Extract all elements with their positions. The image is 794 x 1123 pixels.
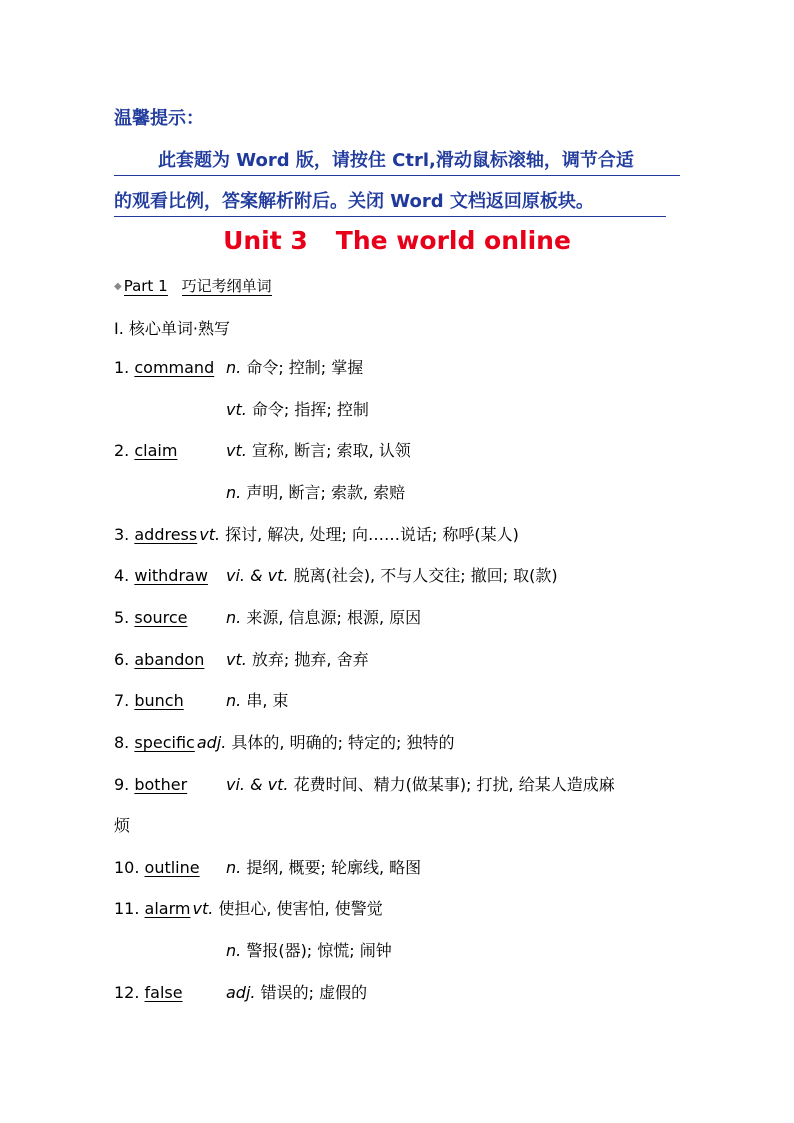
part-of-speech: n. xyxy=(226,358,242,377)
entry-number: 2. xyxy=(114,441,135,461)
entry-definition xyxy=(226,398,369,422)
part-of-speech: adj. xyxy=(196,732,227,752)
unit-title xyxy=(0,226,794,255)
part-of-speech: vt. xyxy=(192,899,214,919)
part-of-speech: n. xyxy=(226,857,242,877)
list-item xyxy=(114,606,422,630)
entry-definition xyxy=(226,356,363,380)
entry-number: 12. xyxy=(114,982,145,1002)
definition-text: 命令; 控制; 掌握 xyxy=(241,358,364,377)
entry-word: source xyxy=(134,607,188,627)
part-of-speech: vt. xyxy=(226,649,247,669)
entry-number: 8. xyxy=(114,732,135,752)
entry-number: 6. xyxy=(114,649,135,669)
entry-word: outline xyxy=(144,857,200,877)
entry-definition xyxy=(226,648,369,672)
definition-text: 具体的, 明确的; 特定的; 独特的 xyxy=(226,732,455,752)
section-heading: Ⅰ. 核心单词·熟写 xyxy=(114,319,230,338)
entry-definition xyxy=(226,981,367,1005)
entry-word: specific xyxy=(134,732,195,752)
entry-word: false xyxy=(144,982,183,1002)
part-of-speech: adj. xyxy=(226,982,256,1002)
tip-title: 温馨提示： xyxy=(114,108,204,129)
part-of-speech: n. xyxy=(226,482,242,502)
definition-text: 放弃; 抛弃, 舍弃 xyxy=(246,649,369,669)
entry-word: withdraw xyxy=(134,566,208,586)
definition-text: 命令; 指挥; 控制 xyxy=(246,399,369,419)
entry-definition xyxy=(226,856,421,880)
entry-definition xyxy=(226,773,615,797)
entry-word: bother xyxy=(134,774,188,794)
entry-definition xyxy=(226,564,558,588)
part-of-speech: n. xyxy=(226,691,242,711)
part-of-speech: n. xyxy=(226,941,242,961)
definition-text: 错误的; 虚假的 xyxy=(255,982,368,1002)
part-of-speech: vt. xyxy=(199,524,221,544)
part-of-speech: n. xyxy=(226,607,242,627)
entry-number: 5. xyxy=(114,607,135,627)
entry-number: 7. xyxy=(114,691,135,711)
list-item xyxy=(114,439,411,463)
definition-text: 使担心, 使害怕, 使警觉 xyxy=(213,899,383,919)
list-item xyxy=(114,897,383,921)
entry-number: 4. xyxy=(114,566,135,586)
entry-number: 10. xyxy=(114,857,145,877)
tip-line-1: 此套题为 Word 版，请按住 Ctrl,滑动鼠标滚轴，调节合适 xyxy=(114,146,680,176)
entry-word: address xyxy=(134,524,198,544)
diamond-bullet-icon: ◆ xyxy=(114,281,122,292)
list-item xyxy=(114,648,369,672)
definition-text: 提纲, 概要; 轮廓线, 略图 xyxy=(241,857,422,877)
entry-word: claim xyxy=(134,441,178,461)
list-item xyxy=(114,731,455,755)
entry-definition xyxy=(226,606,421,630)
list-item xyxy=(114,856,422,880)
definition-text: 花费时间、精力(做某事); 打扰, 给某人造成麻 xyxy=(288,774,615,794)
entry-number: 1. xyxy=(114,358,135,377)
entry-word: command xyxy=(134,358,215,377)
definition-text: 警报(器); 惊慌; 闹钟 xyxy=(241,941,392,961)
entry-definition xyxy=(226,439,411,463)
unit-name: The world online xyxy=(335,226,571,255)
definition-text: 来源, 信息源; 根源, 原因 xyxy=(241,607,422,627)
part-name: 巧记考纲单词 xyxy=(181,277,272,295)
part-of-speech: vt. xyxy=(226,441,247,461)
part-of-speech: vi. & vt. xyxy=(226,774,289,794)
entry-definition xyxy=(197,733,455,752)
entry-word: alarm xyxy=(144,899,191,919)
tip-line-2: 的观看比例，答案解析附后。关闭 Word 文档返回原板块。 xyxy=(114,187,666,217)
entry-word: abandon xyxy=(134,649,205,669)
entry-number: 3. xyxy=(114,524,135,544)
entry-definition xyxy=(226,689,289,713)
part-of-speech: vt. xyxy=(226,399,247,419)
entry-definition xyxy=(226,939,392,963)
entry-definition xyxy=(192,899,382,918)
list-item xyxy=(114,981,368,1005)
unit-number: Unit 3 xyxy=(223,226,308,255)
entry-definition xyxy=(226,481,405,505)
list-item xyxy=(114,773,615,797)
part-heading xyxy=(114,275,272,296)
list-item xyxy=(114,523,519,547)
entry-number: 9. xyxy=(114,774,135,794)
definition-text: 宣称, 断言; 索取, 认领 xyxy=(246,441,411,461)
part-of-speech: vi. & vt. xyxy=(226,566,289,586)
definition-text: 脱离(社会), 不与人交往; 撤回; 取(款) xyxy=(288,566,558,586)
part-label: Part 1 xyxy=(123,277,168,295)
list-item xyxy=(114,356,364,380)
entry-definition xyxy=(114,814,130,838)
list-item xyxy=(114,564,558,588)
list-item xyxy=(114,689,289,713)
entry-word: bunch xyxy=(134,691,184,711)
definition-text: 烦 xyxy=(114,816,131,836)
definition-text: 串, 束 xyxy=(241,691,289,711)
definition-text: 探讨, 解决, 处理; 向……说话; 称呼(某人) xyxy=(220,524,519,544)
entry-definition xyxy=(199,525,519,544)
entry-number: 11. xyxy=(114,899,145,919)
definition-text: 声明, 断言; 索款, 索赔 xyxy=(241,482,406,502)
